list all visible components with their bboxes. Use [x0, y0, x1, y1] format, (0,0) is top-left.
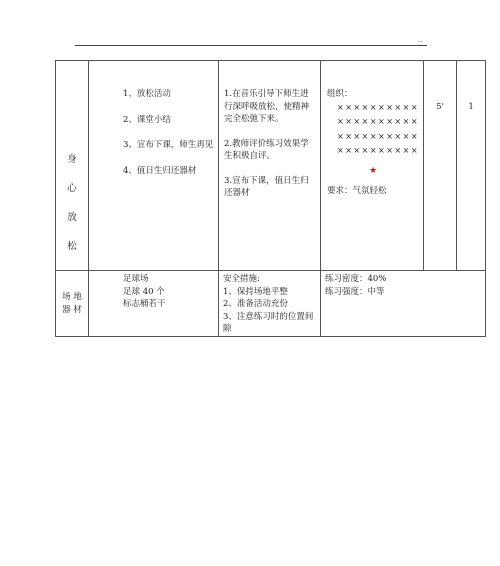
stage-char: 心 — [67, 183, 77, 194]
venue-cell — [89, 271, 219, 337]
content-item: 4、值日生归还器材 — [123, 165, 197, 176]
count-cell — [457, 61, 486, 271]
content-item: 1、放松活动 — [123, 89, 171, 99]
count-value: 1 — [468, 102, 474, 112]
teacher-star-icon: ★ — [368, 165, 378, 176]
organization-label: 组织： — [327, 89, 353, 99]
stage-label — [64, 154, 80, 270]
safety-item: 1、保持场地平整 — [223, 286, 288, 297]
stage-char: 身 — [67, 154, 77, 165]
formation-row: ×××××××××× — [337, 102, 420, 112]
intensity-cell — [321, 271, 486, 337]
content-item: 2、课堂小结 — [123, 114, 171, 125]
method-item: 2.教师评价练习效果学生积极自评。 — [224, 138, 309, 161]
venue-label-cell — [56, 271, 89, 337]
density-text: 练习密度：40% — [325, 274, 387, 284]
venue-label: 场 地 — [62, 292, 82, 302]
formation-row: ×××××××××× — [337, 146, 420, 155]
stage-char: 放 — [67, 212, 77, 223]
table-row — [56, 271, 486, 337]
equipment-label: 器 材 — [62, 304, 82, 315]
safety-item: 3、注意练习时的位置间隙 — [223, 311, 314, 334]
content-item: 3、宣布下课，师生再见 — [123, 140, 214, 150]
venue-item: 标志桶若干 — [123, 299, 166, 309]
safety-cell — [219, 271, 321, 337]
table-row — [56, 61, 486, 271]
requirement-text: 要求：气氛轻松 — [327, 186, 387, 196]
header-rule — [75, 45, 427, 46]
safety-item: 2、准备活动充份 — [223, 299, 288, 309]
formation-row: ×××××××××× — [337, 117, 420, 126]
stage-char: 松 — [67, 241, 77, 252]
safety-title: 安全措施: — [223, 274, 260, 284]
header-dots: .. — [418, 36, 423, 44]
formation-row: ×××××××××× — [337, 131, 420, 141]
lesson-plan-table — [55, 60, 486, 337]
time-value: 5' — [436, 102, 444, 112]
methods-cell — [219, 61, 321, 271]
venue-item: 足球 40 个 — [123, 286, 165, 297]
stage-cell — [56, 61, 89, 271]
venue-item: 足球场 — [123, 274, 149, 284]
method-item: 1.在音乐引导下师生进行深呼吸放松，使精神完全松弛下来。 — [224, 89, 310, 124]
time-cell — [424, 61, 457, 271]
method-item: 3.宣布下课，值日生归还器材 — [224, 175, 309, 198]
strength-text: 练习强度：中等 — [325, 286, 385, 297]
content-cell — [89, 61, 219, 271]
organization-cell — [321, 61, 424, 271]
